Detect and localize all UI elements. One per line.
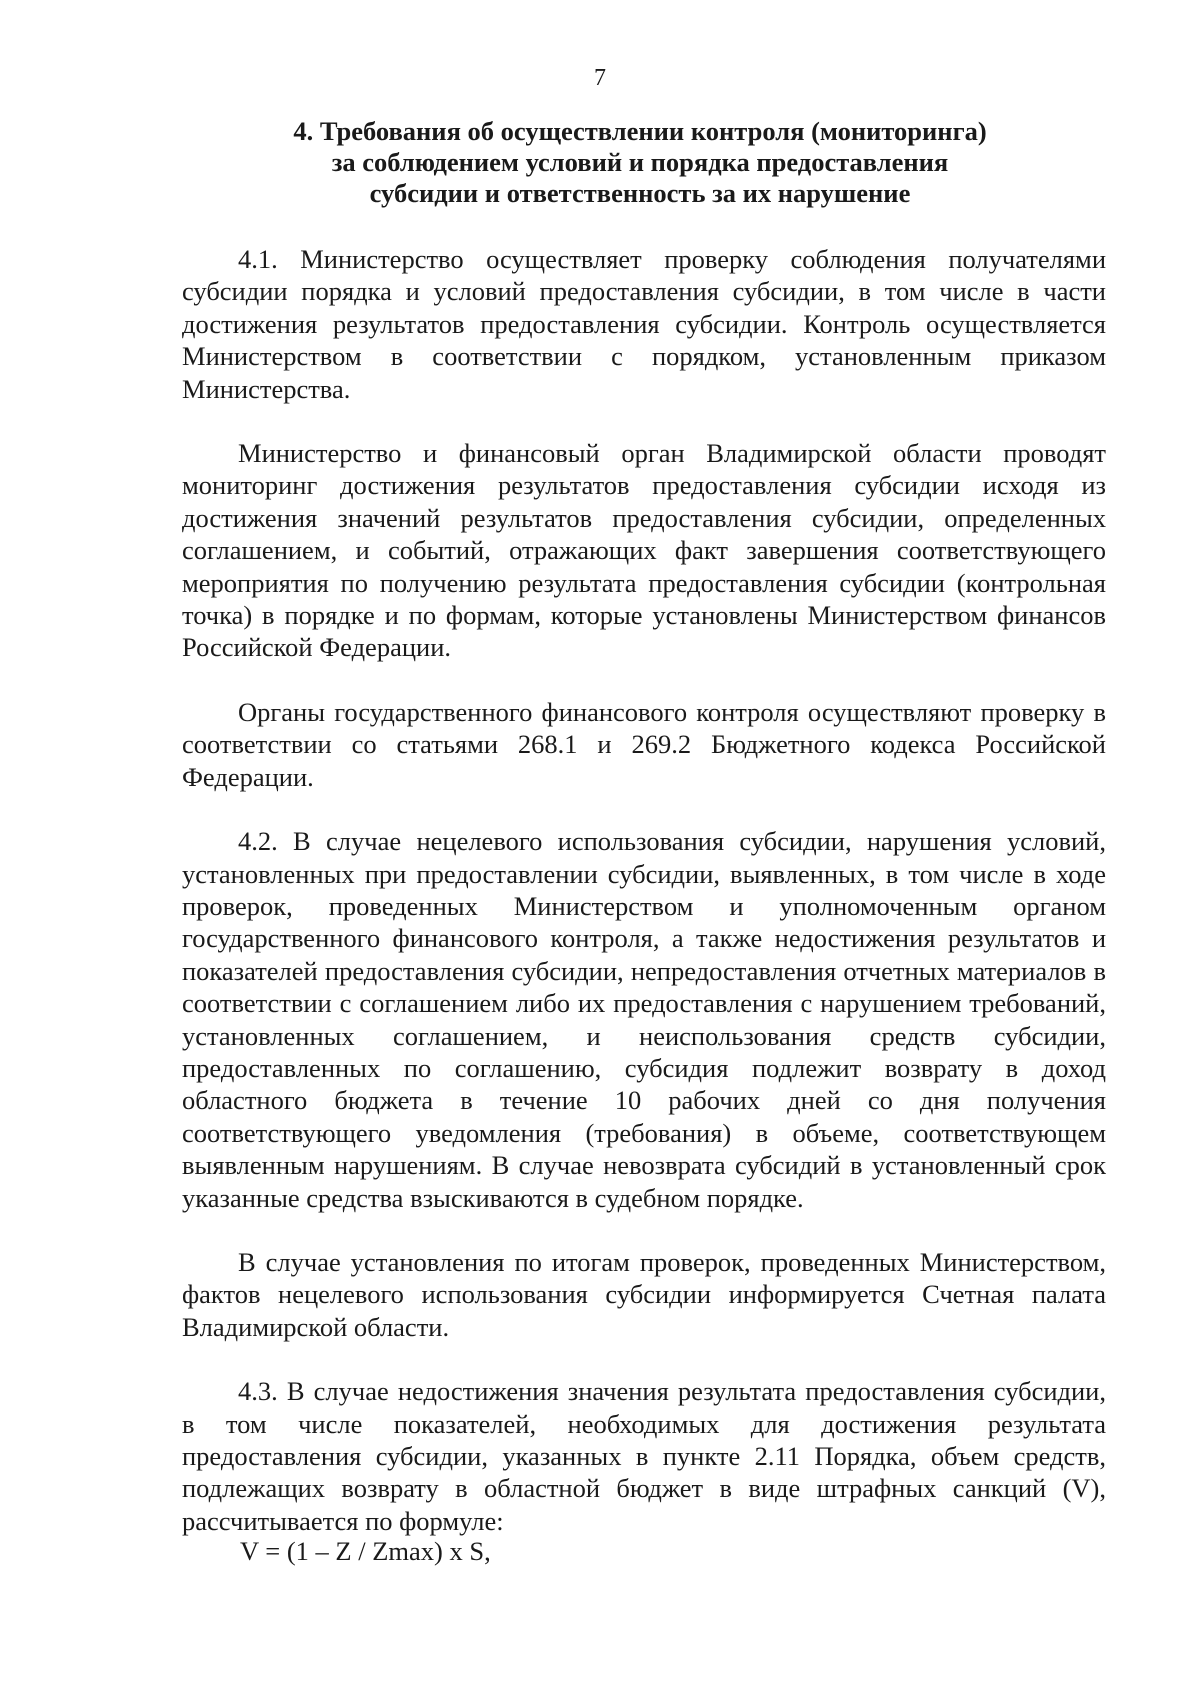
heading-line-2: за соблюдением условий и порядка предоставления xyxy=(331,147,949,177)
heading-line-1: 4. Требования об осуществлении контроля (мониторинга) xyxy=(293,116,987,146)
paragraph-4-2: 4.2. В случае нецелевого использования субсидии, нарушения условий, установленных при предоставлении субсидии, выявленных, в том числе в ходе проверок, проведенных Министерством и уполномоченным органом государственного финансового контроля, а также недостижения результатов и показателей предоставления субсидии, непредоставления отчетных материалов в соответствии с соглашением либо их предоставления с нарушением требований, установленных соглашением, и неиспользования средств субсидии, предоставленных по соглашению, субсидия подлежит возврату в доход областного бюджета в течение 10 рабочих дней со дня получения соответствующего уведомления (требования) в объеме, соответствующем выявленным нарушениям. В случае невозврата субсидий в установленный срок указанные средства взыскиваются в судебном порядке. xyxy=(182,826,1106,1213)
paragraph-4-3: 4.3. В случае недостижения значения результата предоставления субсидии, в том числе показателей, необходимых для достижения результата предоставления субсидии, указанных в пункте 2.11 Порядка, объем средств, подлежащих возврату в областной бюджет в виде штрафных санкций (V), рассчитывается по формуле: xyxy=(182,1376,1106,1536)
paragraph-audit-chamber: В случае установления по итогам проверок, проведенных Министерством, фактов нецелевого использования субсидии информируется Счетная палата Владимирской области. xyxy=(182,1246,1106,1342)
penalty-formula: V = (1 – Z / Zmax) x S, xyxy=(240,1536,491,1566)
paragraph-control-bodies: Органы государственного финансового контроля осуществляют проверку в соответствии со статьями 268.1 и 269.2 Бюджетного кодекса Российской Федерации. xyxy=(182,696,1106,792)
document-body xyxy=(182,243,1106,1569)
heading-line-3: субсидии и ответственность за их нарушение xyxy=(369,178,911,208)
paragraph-monitoring: Министерство и финансовый орган Владимирской области проводят мониторинг достижения результатов предоставления субсидии исходя из достижения значений результатов предоставления субсидии, определенных соглашением, и событий, отражающих факт завершения соответствующего мероприятия по получению результата предоставления субсидии (контрольная точка) в порядке и по формам, которые установлены Министерством финансов Российской Федерации. xyxy=(182,438,1106,663)
paragraph-4-1: 4.1. Министерство осуществляет проверку соблюдения получателями субсидии порядка и условий предоставления субсидии, в том числе в части достижения результатов предоставления субсидии. Контроль осуществляется Министерством в соответствии с порядком, установленным приказом Министерства. xyxy=(182,244,1106,404)
page-number: 7 xyxy=(594,65,606,91)
section-heading xyxy=(180,116,1100,209)
